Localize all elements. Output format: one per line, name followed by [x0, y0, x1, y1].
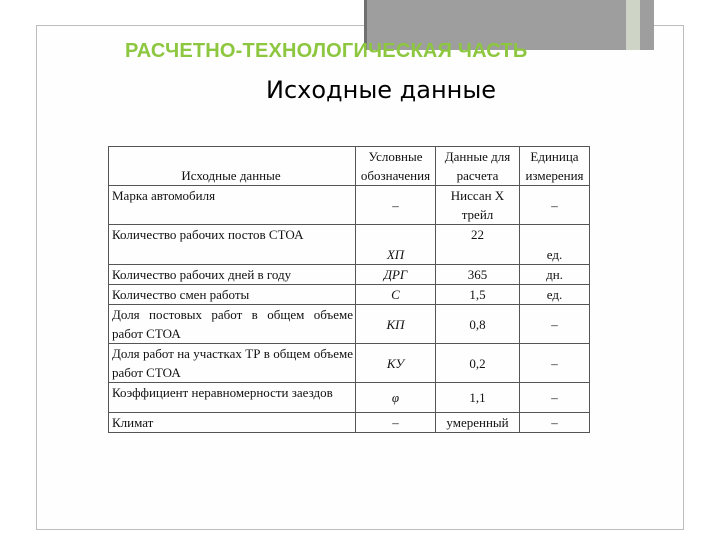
table-header-row	[109, 147, 590, 186]
row-value: Ниссан Х трейл	[436, 186, 520, 225]
slide-subtitle: Исходные данные	[266, 76, 497, 104]
row-param: Количество рабочих постов СТОА	[109, 225, 356, 265]
row-value: 22	[436, 225, 520, 265]
row-unit: ед.	[520, 225, 590, 265]
row-symbol: С	[356, 285, 436, 305]
row-symbol: –	[356, 186, 436, 225]
table-row	[109, 186, 590, 225]
table-row	[109, 383, 590, 413]
source-data-table	[108, 146, 590, 433]
row-value: 0,8	[436, 305, 520, 344]
row-value: 365	[436, 265, 520, 285]
row-unit: –	[520, 413, 590, 433]
row-symbol: –	[356, 413, 436, 433]
row-param: Количество рабочих дней в году	[109, 265, 356, 285]
table-row	[109, 305, 590, 344]
row-symbol: ДРГ	[356, 265, 436, 285]
header-value: Данные для расчета	[436, 147, 520, 186]
row-unit: –	[520, 344, 590, 383]
table-row	[109, 413, 590, 433]
accent-box-stripe	[626, 0, 640, 50]
row-unit: –	[520, 383, 590, 413]
row-value: 1,5	[436, 285, 520, 305]
row-param: Доля работ на участках ТР в общем объеме работ СТОА	[109, 344, 356, 383]
table-row	[109, 265, 590, 285]
row-symbol: КУ	[356, 344, 436, 383]
row-unit: –	[520, 186, 590, 225]
table-row	[109, 344, 590, 383]
slide-title: РАСЧЕТНО-ТЕХНОЛОГИЧЕСКАЯ ЧАСТЬ	[125, 40, 528, 62]
row-param: Количество смен работы	[109, 285, 356, 305]
row-unit: ед.	[520, 285, 590, 305]
row-symbol: φ	[356, 383, 436, 413]
header-symbol: Условные обозначения	[356, 147, 436, 186]
row-value: умеренный	[436, 413, 520, 433]
row-param: Коэффициент неравномерности заездов	[109, 383, 356, 413]
header-unit: Единица измерения	[520, 147, 590, 186]
row-value: 0,2	[436, 344, 520, 383]
row-unit: дн.	[520, 265, 590, 285]
table-row	[109, 285, 590, 305]
row-value: 1,1	[436, 383, 520, 413]
row-unit: –	[520, 305, 590, 344]
row-param: Марка автомобиля	[109, 186, 356, 225]
header-param: Исходные данные	[109, 147, 356, 186]
row-symbol: КП	[356, 305, 436, 344]
row-param: Климат	[109, 413, 356, 433]
row-symbol: ХП	[356, 225, 436, 265]
row-param: Доля постовых работ в общем объеме работ СТОА	[109, 305, 356, 344]
table-row	[109, 225, 590, 265]
